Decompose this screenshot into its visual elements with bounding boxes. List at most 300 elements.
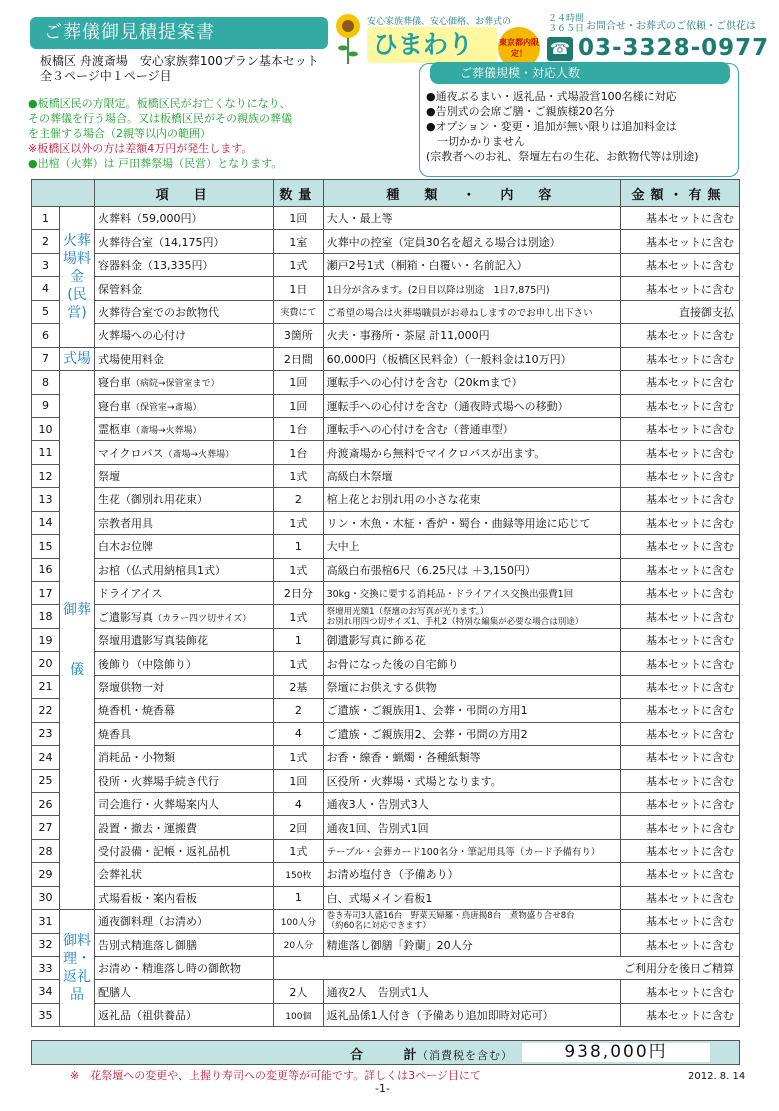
row-price: 基本セットに含む [621, 792, 740, 815]
row-item [94, 839, 273, 862]
row-item-label: 役所・火葬場手続き代行 [97, 774, 219, 788]
row-item [94, 886, 273, 909]
row-desc: 30kg・交換に要する消耗品・ドライアイス交換出張費1回 [323, 582, 621, 605]
row-qty: 4 [274, 722, 323, 745]
row-qty: 1式 [274, 253, 323, 276]
table-row [32, 675, 740, 698]
row-number: 31 [32, 910, 60, 933]
row-number: 15 [32, 535, 60, 558]
category-label: 式場 [62, 350, 91, 367]
row-number: 26 [32, 792, 60, 815]
row-qty: 20人分 [274, 933, 323, 956]
row-item [94, 582, 273, 605]
row-item-note: （病院→保管室まで） [130, 379, 220, 390]
total-label: 合 計 [350, 1048, 435, 1063]
footer-note: ※ 花祭壇への変更や、上握り寿司への変更等が可能です。詳しくは3ページ目にて [70, 1069, 481, 1082]
row-qty: 2人 [274, 980, 323, 1003]
row-desc: 60,000円（板橋区民料金）（一般料金は10万円） [323, 347, 621, 370]
table-row [32, 839, 740, 862]
row-number: 2 [32, 230, 60, 253]
table-row [32, 511, 740, 534]
row-item-label: 祭壇供物一対 [97, 680, 164, 694]
table-row [32, 324, 740, 347]
row-qty: 1回 [274, 207, 323, 230]
row-qty: 1日 [274, 277, 323, 300]
table-row [32, 699, 740, 722]
row-desc [323, 910, 621, 933]
page-number: -1- [375, 1082, 390, 1095]
row-number: 10 [32, 417, 60, 440]
scale-box [419, 63, 739, 177]
table-row [32, 277, 740, 300]
table-row [32, 628, 740, 651]
row-price: 基本セットに含む [621, 980, 740, 1003]
row-item-label: 火葬待合室でのお飲物代 [97, 305, 219, 319]
table-row [32, 582, 740, 605]
row-price: 基本セットに含む [621, 535, 740, 558]
table-row [32, 441, 740, 464]
logo-tagline: 安心家族葬儀、安心価格、お葬式の [367, 17, 512, 27]
row-number: 18 [32, 605, 60, 628]
row-item [94, 957, 273, 980]
logo-name: ひまわり [367, 27, 497, 63]
row-desc: 通夜3人・告別式3人 [323, 792, 621, 815]
row-price: 基本セットに含む [621, 816, 740, 839]
row-number: 11 [32, 441, 60, 464]
row-price: 基本セットに含む [621, 207, 740, 230]
row-qty: 1回 [274, 769, 323, 792]
category-kasou [59, 207, 94, 348]
row-price: 基本セットに含む [621, 582, 740, 605]
row-item [94, 300, 273, 323]
eligibility-notes [28, 96, 292, 171]
scale-item: ●オプション・変更・追加が無い限りは追加料金は [426, 120, 677, 133]
row-qty: 1式 [274, 511, 323, 534]
row-item [94, 511, 273, 534]
row-desc: お香・線香・蝋燭・各種紙類等 [323, 746, 621, 769]
row-qty: 1式 [274, 839, 323, 862]
row-item-label: お清め・精進落し時の御飲物 [97, 962, 241, 976]
row-price: 基本セットに含む [621, 769, 740, 792]
row-price: 基本セットに含む [621, 863, 740, 886]
row-qty: 1室 [274, 230, 323, 253]
row-item-label: お棺（仏式用納棺具1式） [97, 563, 226, 577]
row-number: 4 [32, 277, 60, 300]
row-number: 7 [32, 347, 60, 370]
row-qty: 1式 [274, 464, 323, 487]
row-item-label: 受付設備・記帳・返礼品机 [97, 845, 230, 859]
row-item-label: 祭壇用遺影写真装飾花 [97, 634, 208, 648]
row-desc: 返礼品係1人付き（予備あり追加即時対応可） [323, 1003, 621, 1026]
row-number: 17 [32, 582, 60, 605]
row-item-label: 寝台車 [97, 399, 131, 413]
row-number: 14 [32, 511, 60, 534]
row-desc: 火葬中の控室（定員30名を超える場合は別途） [323, 230, 621, 253]
row-desc: 精進落し御膳「鈴蘭」20人分 [323, 933, 621, 956]
row-price: 基本セットに含む [621, 464, 740, 487]
row-item [94, 699, 273, 722]
row-item-label: ドライアイス [97, 587, 163, 601]
row-item-label: 配膳人 [97, 985, 131, 999]
table-row [32, 417, 740, 440]
row-price: 基本セットに含む [621, 839, 740, 862]
scale-item: 一切かかりません [426, 135, 525, 148]
row-desc: 通夜2人 告別式1人 [323, 980, 621, 1003]
row-item [94, 277, 273, 300]
table-row [32, 347, 740, 370]
row-item [94, 910, 273, 933]
header-qty: 数量 [274, 180, 323, 207]
row-item [94, 933, 273, 956]
row-price: 基本セットに含む [621, 253, 740, 276]
row-desc: 運転手への心付けを含む（普通車型） [323, 417, 621, 440]
row-price: 基本セットに含む [621, 722, 740, 745]
scale-item: (宗教者へのお礼、祭壇左右の生花、お飲物代等は別途) [426, 150, 699, 163]
row-number: 5 [32, 300, 60, 323]
row-number: 8 [32, 371, 60, 394]
row-item [94, 324, 273, 347]
row-item-note: （保管室→斎場） [130, 402, 202, 413]
subtitle-line1: 板橋区 舟渡斎場 安心家族葬100プラン基本セット [40, 54, 319, 68]
row-qty: 2 [274, 699, 323, 722]
row-desc: 高級白木祭壇 [323, 464, 621, 487]
row-price: 基本セットに含む [621, 628, 740, 651]
row-number: 33 [32, 957, 60, 980]
sunflower-icon [335, 12, 361, 64]
row-number: 24 [32, 746, 60, 769]
row-qty: 2 [274, 488, 323, 511]
table-row [32, 300, 740, 323]
row-price: 基本セットに含む [621, 230, 740, 253]
row-qty: 実費にて [274, 300, 323, 323]
company-logo-banner [333, 10, 773, 66]
row-item-label: 白木お位牌 [97, 540, 153, 554]
hours-label: ２４時間 ３６５日 [548, 14, 585, 34]
row-desc: 祭壇にお供えする供物 [323, 675, 621, 698]
row-desc: 御遺影写真に飾る花 [323, 628, 621, 651]
row-desc-line2: （約60名に対応できます） [326, 921, 431, 932]
row-item-note: （斎場→火葬場） [130, 426, 202, 437]
row-item [94, 816, 273, 839]
row-qty: 1式 [274, 558, 323, 581]
row-number: 29 [32, 863, 60, 886]
row-item [94, 863, 273, 886]
scale-items [426, 89, 699, 164]
row-item-label: 火葬待合室（14,175円） [97, 235, 225, 249]
row-qty: 100個 [274, 1003, 323, 1026]
row-item [94, 792, 273, 815]
row-item [94, 535, 273, 558]
table-row [32, 910, 740, 933]
phone-icon: ☎ [547, 37, 573, 61]
row-qty: 1回 [274, 394, 323, 417]
table-header [32, 180, 740, 207]
row-price: 基本セットに含む [621, 277, 740, 300]
row-desc: お清め塩付き（予備あり） [323, 863, 621, 886]
row-price: 基本セットに含む [621, 933, 740, 956]
category-label: 火葬場料金(民営) [62, 232, 91, 321]
row-desc-line1: 祭壇用光額1（祭壇のお写真が光ります。） [326, 606, 489, 617]
tokyo-only-badge: 東京都内限定！ [498, 27, 540, 69]
row-item-label: 容器料金（13,335円） [97, 259, 214, 273]
row-desc: 白、式場メイン看板1 [323, 886, 621, 909]
scale-item: ●通夜ぶるまい・返礼品・式場設営100名様に対応 [426, 90, 677, 103]
row-price: 基本セットに含む [621, 652, 740, 675]
row-desc: 運転手への心付けを含む（20kmまで） [323, 371, 621, 394]
total-row [31, 1040, 740, 1065]
row-number: 30 [32, 886, 60, 909]
subtitle-line2: 全３ページ中１ページ目 [40, 69, 172, 83]
row-desc-line2: お別れ用四つ切サイズ1、手札2（特別な編集が必要な場合は別途） [326, 616, 584, 627]
table-row [32, 816, 740, 839]
row-price: 基本セットに含む [621, 699, 740, 722]
table-row [32, 886, 740, 909]
row-number: 27 [32, 816, 60, 839]
category-shikijo [59, 347, 94, 370]
row-item [94, 464, 273, 487]
row-number: 28 [32, 839, 60, 862]
row-desc: ご遺族・ご親族用2、会葬・弔問の方用2 [323, 722, 621, 745]
row-item-note: （斎場→火葬場） [163, 449, 235, 460]
row-item-label: 通夜御料理（お清め） [97, 915, 208, 929]
category-sougi [59, 371, 94, 910]
row-qty: 2回 [274, 816, 323, 839]
row-item [94, 488, 273, 511]
row-item-label: 式場看板・案内看板 [97, 891, 197, 905]
total-amount: 938,000円 [522, 1043, 710, 1062]
row-price: 基本セットに含む [621, 394, 740, 417]
row-price: 基本セットに含む [621, 417, 740, 440]
row-number: 23 [32, 722, 60, 745]
row-number: 12 [32, 464, 60, 487]
row-number: 35 [32, 1003, 60, 1026]
row-item-label: 宗教者用具 [97, 516, 153, 530]
row-desc: ご希望の場合は火葬場職員がお尋ねしますのでお申し出下さい [323, 300, 621, 323]
table-row [32, 230, 740, 253]
row-price: 基本セットに含む [621, 441, 740, 464]
row-qty: 1台 [274, 417, 323, 440]
row-number: 25 [32, 769, 60, 792]
row-item [94, 394, 273, 417]
row-price: 基本セットに含む [621, 511, 740, 534]
table-row [32, 535, 740, 558]
row-item [94, 253, 273, 276]
row-desc: ご遺族・ご親族用1、会葬・弔問の方用1 [323, 699, 621, 722]
row-price: 基本セットに含む [621, 605, 740, 628]
row-qty: 1 [274, 628, 323, 651]
row-item [94, 417, 273, 440]
row-item [94, 628, 273, 651]
category-ryouri [59, 910, 94, 1027]
row-qty: 4 [274, 792, 323, 815]
category-label: 御料理・返礼品 [62, 933, 91, 1004]
row-item-label: マイクロバス [97, 446, 164, 460]
row-qty: 1式 [274, 605, 323, 628]
row-number: 21 [32, 675, 60, 698]
row-qty: 3箇所 [274, 324, 323, 347]
row-price: 基本セットに含む [621, 910, 740, 933]
total-note: （消費税を含む） [417, 1049, 513, 1062]
table-row [32, 980, 740, 1003]
table-row [32, 488, 740, 511]
row-desc: お骨になった後の自宅飾り [323, 652, 621, 675]
row-price: 基本セットに含む [621, 675, 740, 698]
row-desc: 瀬戸2号1式（桐箱・白覆い・名前記入） [323, 253, 621, 276]
table-row [32, 464, 740, 487]
note-line: ●板橋区民の方限定。板橋区民がお亡くなりになり、 [28, 97, 291, 110]
category-label: 御葬儀 [62, 602, 91, 679]
table-row [32, 769, 740, 792]
row-item-label: 生花（御別れ用花束） [97, 493, 208, 507]
table-row [32, 933, 740, 956]
header-desc: 種 類 ・ 内 容 [323, 180, 621, 207]
row-desc: 1日分が含みます。(2日目以降は別途 1日7,875円) [323, 277, 621, 300]
row-item-note: （カラー四ツ切サイズ） [152, 613, 252, 624]
row-item [94, 371, 273, 394]
header-item: 項 目 [94, 180, 273, 207]
row-item [94, 980, 273, 1003]
row-desc: 高級白布張棺6尺（6.25尺は ＋3,150円） [323, 558, 621, 581]
table-row [32, 863, 740, 886]
note-line: ●出棺（火葬）は 戸田葬祭場（民営）となります。 [28, 157, 283, 170]
row-item [94, 441, 273, 464]
plan-subtitle [40, 54, 319, 84]
document-date: 2012. 8. 14 [688, 1071, 746, 1082]
row-item [94, 769, 273, 792]
row-item-label: 保管料金 [97, 282, 142, 296]
row-desc: テーブル・会葬カード100名分・筆記用具等（カード予備有り） [323, 839, 621, 862]
row-item [94, 347, 273, 370]
row-desc: 区役所・火葬場・式場となります。 [323, 769, 621, 792]
row-desc: 舟渡斎場から無料でマイクロバスが出ます。 [323, 441, 621, 464]
header-price: 金額・有無 [621, 180, 740, 207]
row-item [94, 1003, 273, 1026]
row-item-label: 式場使用料金 [97, 352, 164, 366]
row-desc: 棺上花とお別れ用の小さな花束 [323, 488, 621, 511]
row-qty: 1式 [274, 746, 323, 769]
row-number: 34 [32, 980, 60, 1003]
row-qty: 1 [274, 535, 323, 558]
scale-title: ご葬儀規模・対応人数 [430, 62, 730, 84]
row-item [94, 746, 273, 769]
row-item [94, 652, 273, 675]
row-price: ご利用分を後日ご精算 [274, 957, 740, 980]
table-row [32, 207, 740, 230]
row-number: 3 [32, 253, 60, 276]
table-row [32, 746, 740, 769]
row-item-label: 返礼品（祖供養品） [97, 1009, 197, 1023]
table-row [32, 371, 740, 394]
row-desc: 通夜1回、告別式1回 [323, 816, 621, 839]
scale-item: ●告別式の会席ご膳・ご親族様20名分 [426, 105, 615, 118]
row-item-label: 霊柩車 [97, 423, 131, 437]
row-desc: 運転手への心付けを含む（通夜時式場への移動） [323, 394, 621, 417]
note-line: を主催する場合（2親等以内の範囲） [28, 127, 211, 140]
row-number: 1 [32, 207, 60, 230]
row-number: 22 [32, 699, 60, 722]
row-desc: リン・木魚・木柾・香炉・蜀台・曲録等用途に応じて [323, 511, 621, 534]
table-row [32, 1003, 740, 1026]
row-item-label: 設置・撤去・運搬費 [97, 821, 197, 835]
row-qty: 2基 [274, 675, 323, 698]
row-desc: 火夫・事務所・茶屋 計11,000円 [323, 324, 621, 347]
row-number: 9 [32, 394, 60, 417]
row-item-label: 祭壇 [97, 470, 120, 484]
row-qty: 2日間 [274, 347, 323, 370]
row-desc: 大中上 [323, 535, 621, 558]
row-price: 基本セットに含む [621, 347, 740, 370]
table-row [32, 253, 740, 276]
row-item-label: 消耗品・小物類 [97, 751, 175, 765]
row-desc [323, 605, 621, 628]
row-desc: 大人・最上等 [323, 207, 621, 230]
table-row [32, 558, 740, 581]
row-desc-line1: 巻き寿司3人盛16台 野菜天婦羅・鳥唐揚8台 煮物盛り合せ8台 [326, 911, 575, 922]
table-row [32, 792, 740, 815]
row-item-label: 司会進行・火葬場案内人 [97, 798, 219, 812]
row-qty: 1式 [274, 652, 323, 675]
table-row [32, 722, 740, 745]
row-item [94, 722, 273, 745]
table-row [32, 394, 740, 417]
row-price: 基本セットに含む [621, 324, 740, 347]
row-item-label: 後飾り（中陰飾り） [97, 657, 197, 671]
table-row [32, 957, 740, 980]
row-item [94, 230, 273, 253]
row-qty: 150枚 [274, 863, 323, 886]
row-item [94, 675, 273, 698]
note-line-warning: ※板橋区以外の方は差額4万円が発生します。 [28, 142, 253, 155]
row-item [94, 558, 273, 581]
row-qty: 1 [274, 886, 323, 909]
row-price: 基本セットに含む [621, 371, 740, 394]
row-number: 16 [32, 558, 60, 581]
row-item [94, 605, 273, 628]
row-qty: 1台 [274, 441, 323, 464]
row-item-label: 会葬礼状 [97, 868, 142, 882]
row-item-label: 告別式精進落し御膳 [97, 938, 197, 952]
row-price: 基本セットに含む [621, 886, 740, 909]
row-item [94, 207, 273, 230]
row-number: 19 [32, 628, 60, 651]
page-title: ご葬儀御見積提案書 [30, 17, 328, 49]
row-qty: 100人分 [274, 910, 323, 933]
row-item-label: ご遺影写真 [97, 610, 153, 624]
row-number: 13 [32, 488, 60, 511]
estimate-table [31, 179, 740, 1027]
row-price: 基本セットに含む [621, 746, 740, 769]
row-item-label: 焼香机・焼香幕 [97, 704, 175, 718]
table-row [32, 652, 740, 675]
row-number: 6 [32, 324, 60, 347]
note-line: その葬儀を行う場合。又は板橋区民がその親族の葬儀 [28, 112, 292, 125]
phone-number[interactable]: 03-3328-0977 [578, 35, 770, 61]
row-qty: 2日分 [274, 582, 323, 605]
row-number: 32 [32, 933, 60, 956]
row-price: 基本セットに含む [621, 1003, 740, 1026]
row-item-label: 寝台車 [97, 376, 131, 390]
row-item-label: 火葬場への心付け [97, 329, 186, 343]
row-price: 基本セットに含む [621, 558, 740, 581]
row-qty: 1回 [274, 371, 323, 394]
row-item-label: 火葬料（59,000円） [97, 212, 203, 226]
contact-label: お問合せ・お葬式のご依頼・ご供花は [586, 21, 756, 32]
table-row [32, 605, 740, 628]
row-price: 基本セットに含む [621, 488, 740, 511]
row-price: 直接御支払 [621, 300, 740, 323]
row-item-label: 焼香具 [97, 727, 131, 741]
row-number: 20 [32, 652, 60, 675]
